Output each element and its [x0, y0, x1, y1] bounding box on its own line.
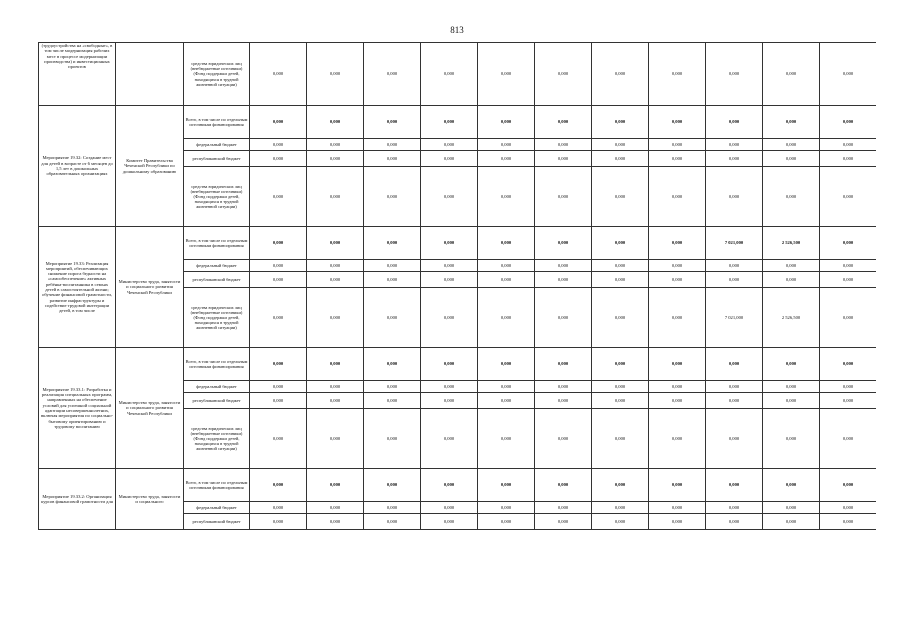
amount-cell: 0,000: [763, 151, 820, 167]
amount-cell: 0,000: [478, 260, 535, 272]
amount-cell: 0,000: [364, 409, 421, 469]
amount-cell: 0,000: [649, 260, 706, 272]
funding-source: республиканский бюджет: [184, 272, 250, 288]
amount-cell: 0,000: [820, 106, 877, 139]
amount-cell: 0,000: [364, 167, 421, 227]
funding-source: Всего, в том числе по отдельным источникам финансирования: [184, 469, 250, 502]
amount-cell: 0,000: [421, 288, 478, 348]
amount-cell: 0,000: [592, 260, 649, 272]
amount-cell: 0,000: [421, 469, 478, 502]
amount-cell: 0,000: [535, 272, 592, 288]
amount-cell: 0,000: [763, 272, 820, 288]
amount-cell: 0,000: [421, 151, 478, 167]
amount-cell: 0,000: [535, 151, 592, 167]
amount-cell: 0,000: [250, 139, 307, 151]
amount-cell: 0,000: [535, 288, 592, 348]
funding-source: федеральный бюджет: [184, 139, 250, 151]
amount-cell: 0,000: [307, 514, 364, 530]
amount-cell: 0,000: [820, 43, 877, 106]
amount-cell: 0,000: [763, 514, 820, 530]
amount-cell: 0,000: [592, 393, 649, 409]
amount-cell: 0,000: [820, 288, 877, 348]
amount-cell: 0,000: [307, 43, 364, 106]
executor-name: Министерство труда, занятости и социального: [116, 469, 184, 530]
amount-cell: 0,000: [763, 260, 820, 272]
amount-cell: 0,000: [364, 43, 421, 106]
amount-cell: 0,000: [364, 272, 421, 288]
amount-cell: 0,000: [649, 106, 706, 139]
amount-cell: 0,000: [421, 227, 478, 260]
amount-cell: 0,000: [364, 348, 421, 381]
table-row-total: [39, 227, 877, 260]
funding-source: республиканский бюджет: [184, 151, 250, 167]
amount-cell: 0,000: [307, 393, 364, 409]
amount-cell: 0,000: [649, 272, 706, 288]
amount-cell: 0,000: [649, 514, 706, 530]
amount-cell: 2 526,500: [763, 227, 820, 260]
amount-cell: 0,000: [478, 272, 535, 288]
amount-cell: 0,000: [649, 469, 706, 502]
measure-name: Мероприятие 19.33.1: Разработка и реализация специальных программ, направленных на обеспечение условий для успешной социальной адаптации несовершеннолетних, включая мероприятия по социально-бытовому ориентированию и трудовому воспитанию: [39, 348, 116, 469]
amount-cell: 0,000: [706, 260, 763, 272]
amount-cell: 0,000: [421, 43, 478, 106]
amount-cell: 0,000: [820, 514, 877, 530]
amount-cell: 0,000: [364, 288, 421, 348]
amount-cell: 0,000: [535, 106, 592, 139]
amount-cell: 0,000: [592, 139, 649, 151]
amount-cell: 0,000: [535, 502, 592, 514]
amount-cell: 0,000: [535, 514, 592, 530]
amount-cell: 0,000: [649, 151, 706, 167]
amount-cell: 0,000: [706, 514, 763, 530]
measure-name: Мероприятие 19.33: Реализация мероприятий, обеспечивающих снижение порога бедности на «самообеспечение» активных ребёнка-воспитанника в семьях детей в самостоятельной жизни; обучение финансовой грамотности, развитие инфраструктуры и содействие трудовой интеграции детей, в том числе: [39, 227, 116, 348]
amount-cell: 0,000: [364, 151, 421, 167]
amount-cell: 0,000: [706, 43, 763, 106]
amount-cell: 0,000: [250, 469, 307, 502]
page-number: 813: [450, 25, 464, 35]
amount-cell: 0,000: [592, 469, 649, 502]
amount-cell: 0,000: [535, 381, 592, 393]
funding-source: средства юридических лиц (внебюджетные источники) (Фонд поддержки детей, находящихся в трудной жизненной ситуации): [184, 43, 250, 106]
amount-cell: 0,000: [307, 151, 364, 167]
amount-cell: 0,000: [592, 167, 649, 227]
amount-cell: 0,000: [478, 106, 535, 139]
amount-cell: 0,000: [421, 381, 478, 393]
amount-cell: 7 021,000: [706, 227, 763, 260]
amount-cell: 0,000: [763, 393, 820, 409]
amount-cell: 0,000: [763, 381, 820, 393]
amount-cell: 0,000: [364, 381, 421, 393]
funding-source: федеральный бюджет: [184, 381, 250, 393]
amount-cell: 0,000: [421, 139, 478, 151]
amount-cell: 0,000: [364, 260, 421, 272]
amount-cell: 0,000: [307, 272, 364, 288]
amount-cell: 0,000: [820, 409, 877, 469]
amount-cell: 0,000: [535, 227, 592, 260]
amount-cell: 0,000: [649, 167, 706, 227]
amount-cell: 0,000: [478, 348, 535, 381]
amount-cell: 0,000: [820, 502, 877, 514]
amount-cell: 0,000: [364, 106, 421, 139]
amount-cell: 0,000: [478, 43, 535, 106]
amount-cell: 0,000: [307, 409, 364, 469]
amount-cell: 0,000: [364, 514, 421, 530]
amount-cell: 0,000: [592, 227, 649, 260]
amount-cell: 0,000: [421, 260, 478, 272]
amount-cell: 0,000: [478, 139, 535, 151]
amount-cell: 0,000: [535, 469, 592, 502]
amount-cell: 0,000: [307, 381, 364, 393]
funding-source: средства юридических лиц (внебюджетные источники) (Фонд поддержки детей, находящихся в трудной жизненной ситуации): [184, 288, 250, 348]
amount-cell: 0,000: [421, 348, 478, 381]
amount-cell: 0,000: [307, 502, 364, 514]
amount-cell: 0,000: [307, 469, 364, 502]
amount-cell: 0,000: [535, 43, 592, 106]
amount-cell: 0,000: [706, 272, 763, 288]
amount-cell: 0,000: [649, 43, 706, 106]
amount-cell: 0,000: [250, 514, 307, 530]
amount-cell: 0,000: [478, 393, 535, 409]
amount-cell: 0,000: [763, 43, 820, 106]
amount-cell: 0,000: [421, 514, 478, 530]
amount-cell: 0,000: [250, 502, 307, 514]
amount-cell: 0,000: [421, 106, 478, 139]
amount-cell: 0,000: [649, 409, 706, 469]
amount-cell: 0,000: [706, 106, 763, 139]
amount-cell: 0,000: [706, 139, 763, 151]
amount-cell: 0,000: [535, 167, 592, 227]
amount-cell: 0,000: [250, 167, 307, 227]
amount-cell: 0,000: [706, 409, 763, 469]
amount-cell: 0,000: [706, 502, 763, 514]
amount-cell: 0,000: [820, 272, 877, 288]
amount-cell: 2 526,500: [763, 288, 820, 348]
amount-cell: 0,000: [592, 151, 649, 167]
amount-cell: 0,000: [820, 167, 877, 227]
amount-cell: 0,000: [820, 139, 877, 151]
amount-cell: 0,000: [535, 393, 592, 409]
measure-name: Мероприятие 19.32: Создание мест для детей в возрасте от 6 месяцев до 1,5 лет в дошкольных образовательных организациях: [39, 106, 116, 227]
amount-cell: 0,000: [592, 272, 649, 288]
amount-cell: 0,000: [364, 139, 421, 151]
amount-cell: 0,000: [421, 409, 478, 469]
amount-cell: 0,000: [592, 514, 649, 530]
funding-source: средства юридических лиц (внебюджетные источники) (Фонд поддержки детей, находящихся в трудной жизненной ситуации): [184, 167, 250, 227]
amount-cell: 0,000: [763, 167, 820, 227]
amount-cell: 0,000: [250, 348, 307, 381]
amount-cell: 0,000: [592, 288, 649, 348]
amount-cell: 0,000: [421, 167, 478, 227]
amount-cell: 0,000: [250, 381, 307, 393]
amount-cell: 0,000: [364, 502, 421, 514]
measure-name: Мероприятие 19.33.2: Организация курсов финансовой грамотности для: [39, 469, 116, 530]
amount-cell: 0,000: [307, 167, 364, 227]
amount-cell: 0,000: [307, 348, 364, 381]
amount-cell: 0,000: [763, 106, 820, 139]
amount-cell: 0,000: [706, 381, 763, 393]
amount-cell: 0,000: [364, 227, 421, 260]
amount-cell: 0,000: [307, 288, 364, 348]
table-row: [39, 43, 877, 106]
funding-source: Всего, в том числе по отдельным источникам финансирования: [184, 227, 250, 260]
amount-cell: 0,000: [820, 151, 877, 167]
funding-source: Всего, в том числе по отдельным источникам финансирования: [184, 106, 250, 139]
amount-cell: 0,000: [250, 106, 307, 139]
amount-cell: 0,000: [592, 43, 649, 106]
amount-cell: 0,000: [649, 502, 706, 514]
amount-cell: 0,000: [649, 139, 706, 151]
amount-cell: 0,000: [307, 260, 364, 272]
finance-table: [38, 42, 876, 530]
amount-cell: 0,000: [478, 514, 535, 530]
amount-cell: 0,000: [478, 469, 535, 502]
amount-cell: 0,000: [478, 227, 535, 260]
amount-cell: 0,000: [763, 348, 820, 381]
amount-cell: 7 021,000: [706, 288, 763, 348]
amount-cell: 0,000: [250, 393, 307, 409]
executor-name: Комитет Правительства Чеченской Республики по дошкольному образованию: [116, 106, 184, 227]
amount-cell: 0,000: [820, 227, 877, 260]
funding-source: федеральный бюджет: [184, 502, 250, 514]
amount-cell: 0,000: [649, 393, 706, 409]
amount-cell: 0,000: [478, 381, 535, 393]
amount-cell: 0,000: [364, 469, 421, 502]
amount-cell: 0,000: [820, 348, 877, 381]
executor-name: Министерство труда, занятости и социального развития Чеченской Республики: [116, 227, 184, 348]
amount-cell: 0,000: [535, 139, 592, 151]
amount-cell: 0,000: [592, 409, 649, 469]
funding-source: средства юридических лиц (внебюджетные источники) (Фонд поддержки детей, находящихся в трудной жизненной ситуации): [184, 409, 250, 469]
funding-source: федеральный бюджет: [184, 260, 250, 272]
amount-cell: 0,000: [250, 409, 307, 469]
amount-cell: 0,000: [535, 260, 592, 272]
amount-cell: 0,000: [592, 502, 649, 514]
amount-cell: 0,000: [478, 167, 535, 227]
amount-cell: 0,000: [250, 43, 307, 106]
finance-table-body: [39, 43, 877, 530]
amount-cell: 0,000: [706, 393, 763, 409]
amount-cell: 0,000: [706, 469, 763, 502]
amount-cell: 0,000: [763, 139, 820, 151]
amount-cell: 0,000: [820, 260, 877, 272]
table-row-total: [39, 106, 877, 139]
amount-cell: 0,000: [820, 393, 877, 409]
amount-cell: 0,000: [706, 151, 763, 167]
executor-name: Министерство труда, занятости и социального развития Чеченской Республики: [116, 348, 184, 469]
amount-cell: 0,000: [763, 469, 820, 502]
funding-source: Всего, в том числе по отдельным источникам финансирования: [184, 348, 250, 381]
amount-cell: 0,000: [250, 227, 307, 260]
amount-cell: 0,000: [478, 502, 535, 514]
amount-cell: 0,000: [478, 288, 535, 348]
amount-cell: 0,000: [478, 151, 535, 167]
table-row-total: [39, 469, 877, 502]
amount-cell: 0,000: [592, 106, 649, 139]
amount-cell: 0,000: [307, 227, 364, 260]
amount-cell: 0,000: [649, 348, 706, 381]
amount-cell: 0,000: [250, 272, 307, 288]
amount-cell: 0,000: [649, 227, 706, 260]
amount-cell: 0,000: [250, 288, 307, 348]
amount-cell: 0,000: [535, 409, 592, 469]
amount-cell: 0,000: [364, 393, 421, 409]
amount-cell: 0,000: [763, 502, 820, 514]
amount-cell: 0,000: [592, 348, 649, 381]
amount-cell: 0,000: [763, 409, 820, 469]
amount-cell: 0,000: [307, 106, 364, 139]
amount-cell: 0,000: [421, 393, 478, 409]
amount-cell: 0,000: [307, 139, 364, 151]
amount-cell: 0,000: [478, 409, 535, 469]
amount-cell: 0,000: [250, 260, 307, 272]
amount-cell: 0,000: [706, 348, 763, 381]
amount-cell: 0,000: [421, 272, 478, 288]
amount-cell: 0,000: [250, 151, 307, 167]
funding-source: республиканский бюджет: [184, 514, 250, 530]
measure-name: (трудоустройства на «свободные», в том числе модернизация рабочих мест в процессе модернизации производства) и инвестиционных проектов: [39, 43, 116, 106]
funding-source: республиканский бюджет: [184, 393, 250, 409]
amount-cell: 0,000: [649, 381, 706, 393]
amount-cell: 0,000: [421, 502, 478, 514]
amount-cell: 0,000: [706, 167, 763, 227]
amount-cell: 0,000: [649, 288, 706, 348]
table-row-total: [39, 348, 877, 381]
amount-cell: 0,000: [820, 381, 877, 393]
executor-name: [116, 43, 184, 106]
amount-cell: 0,000: [820, 469, 877, 502]
amount-cell: 0,000: [592, 381, 649, 393]
finance-table-sheet: [38, 42, 876, 564]
amount-cell: 0,000: [535, 348, 592, 381]
